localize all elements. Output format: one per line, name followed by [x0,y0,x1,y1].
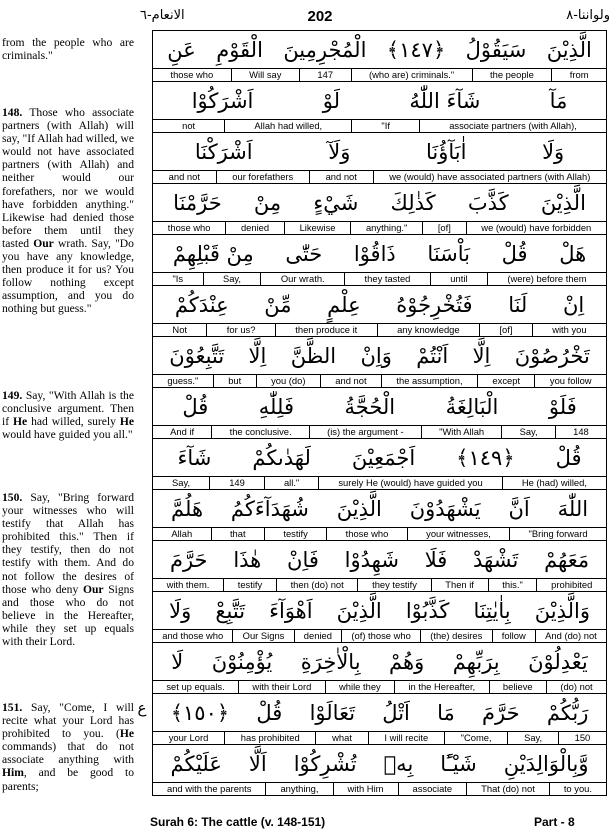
translation-text: Say, "With Allah is the conclusive argument. Then if He had willed, surely He would have guided you all." [2,389,135,442]
gloss-cell: until [430,273,487,285]
arabic-word: يَشْهَدُوْنَ [409,496,481,521]
footer-part-label: Part - 8 [534,815,575,829]
gloss-cell: that [211,528,264,540]
arabic-word: اَجْمَعِيْنَ [351,445,416,470]
gloss-cell: Say, [501,426,555,438]
arabic-word: الَّذِيْنَ [546,37,592,62]
arabic-word: بِالْاٰخِرَةِ [300,649,361,674]
gloss-cell: surely He (would) have guided you [318,477,501,489]
arabic-word: مَآ [549,88,568,113]
arabic-word: مِنْ قَبْلِهِمْ [172,241,254,266]
gloss-cell: "Come, [444,732,507,744]
arabic-word: حَرَّمَ [169,547,208,572]
arabic-word: اِلَّا [472,343,491,368]
gloss-cell: associate [398,783,467,795]
arabic-row [153,82,606,120]
arabic-word: اَنَّ [508,496,530,521]
arabic-word: قُلْ [182,394,209,419]
arabic-word: وَلَا [169,598,192,623]
arabic-row [153,184,606,222]
english-gloss-row [153,324,606,337]
arabic-word: اللّٰهَ [557,496,589,521]
gloss-cell: Allah had willed, [224,120,351,132]
english-gloss-row [153,783,606,796]
arabic-word: حَرَّمَ [482,700,520,725]
gloss-cell: you follow [534,375,606,387]
arabic-word: وَّبِالْوَالِدَيْنِ [503,751,589,776]
arabic-word: فَلَوْ [548,394,577,419]
header-juz-label: ولواننا-٨ [566,8,610,23]
arabic-word: مَعَهُمْ [544,547,590,572]
gloss-cell: (is) the argument - [309,426,421,438]
gloss-cell: but [213,375,256,387]
verse-number: 150. [2,491,23,504]
arabic-word: بِاٰيٰتِنَا [473,598,511,623]
arabic-word: يُؤْمِنُوْنَ [211,649,273,674]
arabic-word: شَيْـًٔا [440,751,477,776]
arabic-word: مِّنْ [264,292,292,317]
gloss-cell: and not [168,171,200,182]
gloss-cell: "Bring forward [509,528,606,540]
gloss-cell: they testify [357,579,430,591]
arabic-word: عِنْدَكُمْ [174,292,229,317]
arabic-word: كَذَّبَ [467,190,509,215]
arabic-row [153,286,606,324]
gloss-cell: those who [170,69,214,80]
english-gloss-row [153,222,606,235]
english-gloss-row [153,528,606,541]
arabic-word: عَلَيْكُمْ [170,751,222,776]
gloss-cell: what [315,732,367,744]
translation-paragraph [2,491,134,648]
gloss-cell: while they [325,681,394,693]
arabic-word: لَنَا [508,292,528,317]
english-gloss-row [153,630,606,643]
gloss-cell: not [182,120,196,131]
arabic-row [153,337,606,375]
arabic-row [153,643,606,681]
gloss-cell: Then if [431,579,488,591]
arabic-word: مَا [437,700,455,725]
arabic-row [153,694,606,732]
gloss-cell: we (would) have forbidden [466,222,606,234]
gloss-cell: (do) not [546,681,606,693]
gloss-cell: with their Lord [238,681,325,693]
gloss-cell: has prohibited [224,732,315,744]
gloss-cell: Say, [507,732,558,744]
gloss-cell: Our Signs [232,630,293,642]
arabic-word: لَهَدٰىكُمْ [252,445,311,470]
page-number: 202 [307,8,333,25]
gloss-cell: Say, [172,477,191,488]
gloss-cell: with them. [166,579,210,590]
gloss-cell: and with the parents [167,783,252,794]
translation-text: Those who associate partners (with Allah) will say, "If Allah had willed, we would not have associated partners (with Allah) and neither would our forefathers, nor we would have forbidden anything." Likewise had denied those before them until they tasted Our wrath. Say, "Do you have any knowledge, then produce it for us? You follow nothing except assumption, and you do nothing but guess." [2,106,134,316]
translation-paragraph [2,106,134,316]
arabic-row [153,439,606,477]
arabic-word: ﴿١٤٧﴾ [386,37,446,62]
arabic-word: الْمُجْرِمِينَ [283,37,367,62]
english-gloss-row [153,69,606,82]
ruku-mark: ع [137,699,147,717]
gloss-cell: Say, [203,273,261,285]
arabic-word: شَآءَ [177,445,212,470]
gloss-cell: for us? [206,324,274,336]
english-gloss-row [153,681,606,694]
arabic-word: مِنْ [253,190,282,215]
gloss-cell: anything, [265,783,332,795]
gloss-cell: your Lord [168,732,209,743]
arabic-word: وَلَآ [328,139,351,164]
arabic-word: شَيْءٍ [313,190,359,215]
arabic-word: كَذٰلِكَ [390,190,436,215]
arabic-word: تَتَّبِعُوْنَ [169,343,225,368]
english-gloss-row [153,732,606,745]
arabic-word: فَلَا [424,547,448,572]
arabic-word: يَعْدِلُوْنَ [528,649,588,674]
gloss-cell: guess." [167,375,199,386]
gloss-cell: He (had) willed, [502,477,606,489]
arabic-word: اِلَّا [248,343,267,368]
arabic-row [153,745,606,783]
gloss-cell: except [477,375,534,387]
gloss-cell: "With Allah [421,426,501,438]
english-gloss-row [153,120,606,133]
gloss-cell: testify [264,528,326,540]
gloss-cell: then produce it [275,324,377,336]
translation-paragraph [2,36,134,62]
gloss-cell: I will recite [368,732,444,744]
arabic-word: تَعَالَوْا [309,700,356,725]
gloss-cell: 150 [558,732,606,744]
gloss-cell: those who [167,222,211,233]
gloss-cell: from [551,69,606,81]
gloss-cell: (of) those who [341,630,420,642]
arabic-word: اٰبَآؤُنَا [425,139,467,164]
arabic-word: اِنْ [562,292,585,317]
gloss-cell: Allah [171,528,193,539]
gloss-cell: associate partners (with Allah), [419,120,606,132]
gloss-cell: "Is [172,273,184,284]
arabic-word: تَخْرُصُوْنَ [514,343,590,368]
arabic-row [153,31,606,69]
arabic-word: كَذَّبُوْا [405,598,450,623]
translation-text: from the people who are criminals." [2,36,134,63]
arabic-word: اَهْوَآءَ [269,598,313,623]
arabic-word: الَّذِيْنَ [336,598,382,623]
arabic-word: تَشْهَدْ [473,547,519,572]
gloss-cell: the people [472,69,552,81]
gloss-cell: those who [326,528,407,540]
gloss-cell: and not [320,375,381,387]
gloss-cell: 149 [209,477,264,489]
arabic-word: هَلُمَّ [171,496,204,521]
arabic-word: وَلَا [542,139,565,164]
gloss-cell: and those who [162,630,224,641]
arabic-word: الْقَوْمِ [216,37,263,62]
arabic-word: هَلْ [559,241,587,266]
verse-number: 151. [2,701,23,714]
arabic-word: فَاِنْ [287,547,319,572]
header-surah-label: الانعام-٦ [140,8,185,23]
arabic-word: اَتْلُ [382,700,410,725]
word-by-word-grid [152,30,607,796]
gloss-cell: set up equals. [166,681,225,692]
gloss-cell: they tasted [344,273,430,285]
arabic-word: وَهُمْ [389,649,425,674]
arabic-word: ذَاقُوْا [353,241,396,266]
gloss-cell: any knowledge [377,324,479,336]
arabic-row [153,388,606,426]
gloss-cell: And if [170,426,195,437]
gloss-cell: with you [532,324,606,336]
gloss-cell: [of] [422,222,465,234]
gloss-cell: [of] [479,324,532,336]
translation-text: Say, "Come, I will recite what your Lord has prohibited to you. (He commands) that do not associate anything with Him, and be good to parents; [2,701,134,793]
gloss-cell: denied [225,222,284,234]
arabic-word: اَشْرَكُوْا [191,88,254,113]
gloss-cell: testify [223,579,276,591]
arabic-word: شَآءَ اللّٰهُ [409,88,481,113]
english-gloss-row [153,579,606,592]
arabic-word: فَلِلّٰهِ [258,394,294,419]
gloss-cell: prohibited [536,579,606,591]
arabic-word: الَّذِيْنَ [336,496,382,521]
arabic-word: فَتُخْرِجُوْهُ [396,292,473,317]
gloss-cell: Likewise [284,222,350,234]
english-gloss-row [153,477,606,490]
arabic-row [153,235,606,273]
arabic-word: الْحُجَّةُ [344,394,396,419]
arabic-word: وَاِنْ [360,343,392,368]
arabic-word: قُلْ [555,445,582,470]
gloss-cell: (the) desires [420,630,492,642]
gloss-cell: we (would) have associated partners (with Allah) [373,171,606,183]
arabic-word: وَالَّذِيْنَ [534,598,590,623]
english-gloss-row [153,171,606,184]
arabic-word: بِرَبِّهِمْ [452,649,500,674]
gloss-cell: then (do) not [276,579,358,591]
gloss-cell: Will say [231,69,299,81]
gloss-cell: the conclusive. [211,426,308,438]
translation-paragraph [2,389,134,441]
gloss-cell: (who are) criminals." [351,69,472,81]
arabic-word: قُلْ [501,241,528,266]
verse-number: 149. [2,389,23,402]
footer-surah-title: Surah 6: The cattle (v. 148-151) [150,815,326,829]
arabic-word: لَا [171,649,184,674]
arabic-word: رَبُّكُمْ [546,700,589,725]
gloss-cell: And (do) not [535,630,606,642]
gloss-cell: you (do) [256,375,320,387]
gloss-cell: That (do) not [466,783,549,795]
gloss-cell: in the Hereafter, [394,681,488,693]
arabic-word: اَنْتُمْ [416,343,449,368]
translation-text: Say, "Bring forward your witnesses who will testify that Allah has prohibited this." Then if they testify, then do not testify with them. And do not follow the desires of those who deny Our Signs and those who do not believe in the Hereafter, while they set up equals with their Lord. [2,491,134,649]
gloss-cell: all." [264,477,318,489]
arabic-word: حَتّٰى [285,241,323,266]
arabic-word: قُلْ [256,700,283,725]
arabic-word: لَوْ [322,88,340,113]
gloss-cell: believe [489,681,546,693]
gloss-cell: to you. [549,783,606,795]
arabic-word: سَيَقُوْلُ [465,37,527,62]
translation-paragraph [2,701,134,793]
arabic-word: هٰذَا [233,547,262,572]
gloss-cell: your witnesses, [407,528,509,540]
gloss-cell: the assumption, [381,375,477,387]
gloss-cell: 147 [299,69,351,81]
gloss-cell: with Him [333,783,398,795]
arabic-word: اَشْرَكْنَا [194,139,253,164]
gloss-cell: this." [488,579,537,591]
gloss-cell: 148 [555,426,606,438]
arabic-word: الَّذِيْنَ [540,190,586,215]
arabic-word: تَتَّبِعْ [215,598,246,623]
english-gloss-row [153,426,606,439]
gloss-cell: denied [294,630,342,642]
english-gloss-row [153,375,606,388]
gloss-cell: follow [492,630,535,642]
arabic-row [153,133,606,171]
verse-number: 148. [2,106,23,119]
arabic-word: عَنِ [167,37,196,62]
arabic-word: ﴿١٤٩﴾ [456,445,515,470]
arabic-word: بَاْسَنَا [427,241,470,266]
arabic-word: شُهَدَآءَكُمُ [230,496,309,521]
arabic-word: اَلَّا [248,751,267,776]
arabic-word: شَهِدُوْا [344,547,399,572]
gloss-cell: Our wrath. [260,273,344,285]
gloss-cell: anything." [350,222,422,234]
arabic-row [153,592,606,630]
arabic-word: الْبَالِغَةُ [445,394,499,419]
arabic-word: بِهٖ [383,751,414,776]
arabic-word: الظَّنَّ [290,343,337,368]
gloss-cell: our forefathers [216,171,309,183]
arabic-row [153,490,606,528]
arabic-word: عِلْمٍ [327,292,361,317]
arabic-word: حَرَّمْنَا [173,190,222,215]
arabic-word: تُشْرِكُوْا [293,751,357,776]
gloss-cell: and not [309,171,373,183]
arabic-word: ﴿١٥٠﴾ [170,700,230,725]
english-gloss-row [153,273,606,286]
gloss-cell: "If [351,120,419,132]
gloss-cell: (were) before them [487,273,606,285]
gloss-cell: Not [172,324,188,335]
arabic-row [153,541,606,579]
